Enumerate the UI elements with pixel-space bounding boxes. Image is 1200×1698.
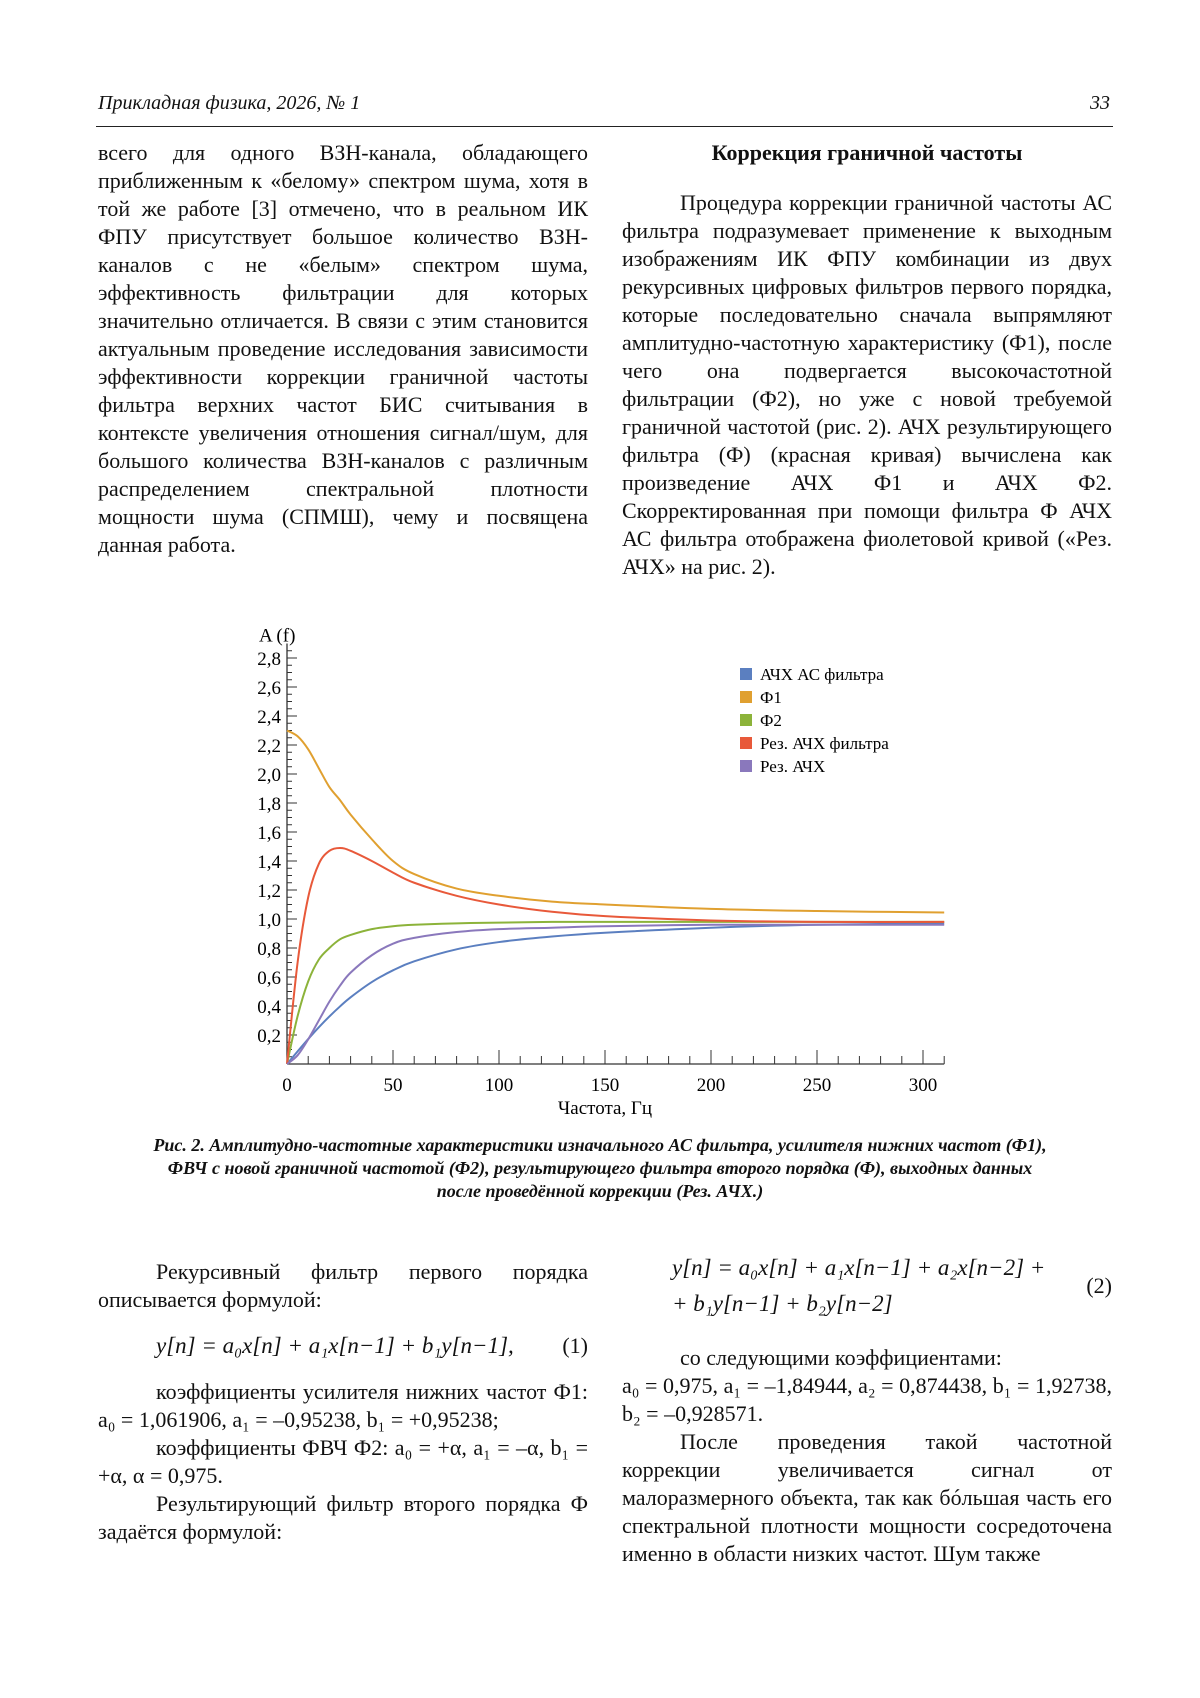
legend-label: Ф1 bbox=[760, 688, 782, 707]
y-tick-label: 0,2 bbox=[257, 1026, 281, 1047]
legend-swatch bbox=[740, 668, 752, 680]
paragraph: со следующими коэффициентами: bbox=[680, 1345, 1002, 1370]
y-tick-label: 1,6 bbox=[257, 823, 281, 844]
y-tick-label: 1,0 bbox=[257, 910, 281, 931]
paragraph: коэффициенты усилителя нижних частот Ф1: a₀ = 1,061906, a₁ = –0,95238, b₁ = +0,95238; bbox=[98, 1379, 588, 1432]
equation-2-line-1: y[n] = a₀x[n] + a₁x[n−1] + a₂x[n−2] + bbox=[672, 1255, 1046, 1280]
x-tick-label: 200 bbox=[696, 1075, 726, 1096]
y-tick-label: 0,6 bbox=[257, 968, 281, 989]
x-tick-label: 250 bbox=[802, 1075, 832, 1096]
journal-header: Прикладная физика, 2026, № 1 bbox=[98, 92, 361, 114]
page-number: 33 bbox=[1090, 92, 1110, 114]
legend-label: Рез. АЧХ bbox=[760, 757, 826, 776]
equation-number: (2) bbox=[1086, 1273, 1112, 1298]
frequency-response-chart bbox=[0, 600, 1200, 1120]
series-line-2 bbox=[287, 922, 944, 1064]
paragraph: a₀ = 0,975, a₁ = –1,84944, a₂ = 0,874438, b₁ = 1,92738, b₂ = –0,928571. bbox=[622, 1373, 1112, 1426]
equation-1: y[n] = a₀x[n] + a₁x[n−1] + b₁y[n−1], bbox=[156, 1333, 514, 1358]
section-heading: Коррекция граничной частоты bbox=[711, 140, 1023, 165]
y-tick-label: 2,2 bbox=[257, 736, 281, 757]
legend-label: Рез. АЧХ фильтра bbox=[760, 734, 889, 753]
header-rule bbox=[96, 126, 1113, 127]
paragraph: Процедура коррекции граничной частоты АС фильтра подразумевает применение к выходным изображениям ИК ФПУ комбинации из двух рекурсивных цифровых фильтров первого порядка, которые последовательно сначала выпрямляют амплитудно-частотную характеристику (Ф1), после чего она подвергается высокочастотной фильтрации (Ф2), но уже с новой требуемой граничной частотой (рис. 2). АЧХ результирующего фильтра (Ф) (красная кривая) вычислена как произведение АЧХ Ф1 и АЧХ Ф2. Скорректированная при помощи фильтра Ф АЧХ АС фильтра отображена фиолетовой кривой («Рез. АЧХ» на рис. 2). bbox=[622, 190, 1112, 579]
y-tick-label: 1,2 bbox=[257, 881, 281, 902]
legend-label: Ф2 bbox=[760, 711, 782, 730]
x-tick-label: 50 bbox=[383, 1075, 403, 1096]
y-tick-label: 2,4 bbox=[257, 707, 281, 728]
y-tick-label: 2,8 bbox=[257, 649, 281, 670]
x-tick-label: 0 bbox=[282, 1075, 292, 1096]
legend-swatch bbox=[740, 691, 752, 703]
x-tick-label: 300 bbox=[908, 1075, 938, 1096]
paragraph: Результирующий фильтр второго порядка Ф задаётся формулой: bbox=[98, 1491, 588, 1544]
y-tick-label: 1,8 bbox=[257, 794, 281, 815]
legend-label: АЧХ АС фильтра bbox=[760, 665, 884, 684]
y-tick-label: 0,4 bbox=[257, 997, 281, 1018]
x-tick-label: 100 bbox=[484, 1075, 514, 1096]
paragraph: коэффициенты ФВЧ Ф2: a₀ = +α, a₁ = –α, b₁ = +α, α = 0,975. bbox=[98, 1435, 588, 1488]
series-line-1 bbox=[287, 731, 944, 913]
legend-swatch bbox=[740, 737, 752, 749]
legend-swatch bbox=[740, 760, 752, 772]
series-line-3 bbox=[287, 848, 944, 1064]
paragraph: всего для одного ВЗН-канала, обладающего приближенным к «белому» спектром шума, хотя в той же работе [3] отмечено, что в реальном ИК ФПУ присутствует большое количество ВЗН-каналов с не «белым» спектром шума, эффективность фильтрации для которых значительно отличается. В связи с этим становится актуальным проведение исследования зависимости эффективности коррекции граничной частоты фильтра верхних частот БИС считывания в контексте увеличения отношения сигнал/шум, для большого количества ВЗН-каналов с различным распределением спектральной плотности мощности шума (СПМШ), чему и посвящена данная работа. bbox=[98, 140, 588, 557]
paragraph: После проведения такой частотной коррекции увеличивается сигнал от малоразмерного объекта, так как бóльшая часть его спектральной плотности мощности сосредоточена именно в области низких частот. Шум также bbox=[622, 1429, 1112, 1566]
x-axis-label: Частота, Гц bbox=[557, 1098, 653, 1119]
paragraph: Рекурсивный фильтр первого порядка описывается формулой: bbox=[98, 1259, 588, 1312]
x-tick-label: 150 bbox=[590, 1075, 620, 1096]
left-column-top bbox=[98, 139, 588, 559]
series-line-0 bbox=[287, 923, 944, 1064]
y-tick-label: 2,0 bbox=[257, 765, 281, 786]
y-axis-label: A (f) bbox=[259, 625, 296, 647]
y-tick-label: 1,4 bbox=[257, 852, 281, 873]
series-line-4 bbox=[287, 925, 944, 1064]
legend-swatch bbox=[740, 714, 752, 726]
y-tick-label: 2,6 bbox=[257, 678, 281, 699]
equation-2-line-2: + b₁y[n−1] + b₂y[n−2] bbox=[672, 1291, 893, 1316]
right-column-top bbox=[622, 139, 1112, 581]
right-column-bottom bbox=[622, 1250, 1112, 1568]
figure-caption: Рис. 2. Амплитудно-частотные характеристики изначального АС фильтра, усилителя нижних частот (Ф1), ФВЧ с новой граничной частотой (Ф2), результирующего фильтра второго порядка (Ф), выходных данных после проведённой коррекции (Рез. АЧХ.) bbox=[153, 1135, 1047, 1201]
equation-number: (1) bbox=[562, 1333, 588, 1358]
y-tick-label: 0,8 bbox=[257, 939, 281, 960]
left-column-bottom bbox=[98, 1258, 588, 1546]
